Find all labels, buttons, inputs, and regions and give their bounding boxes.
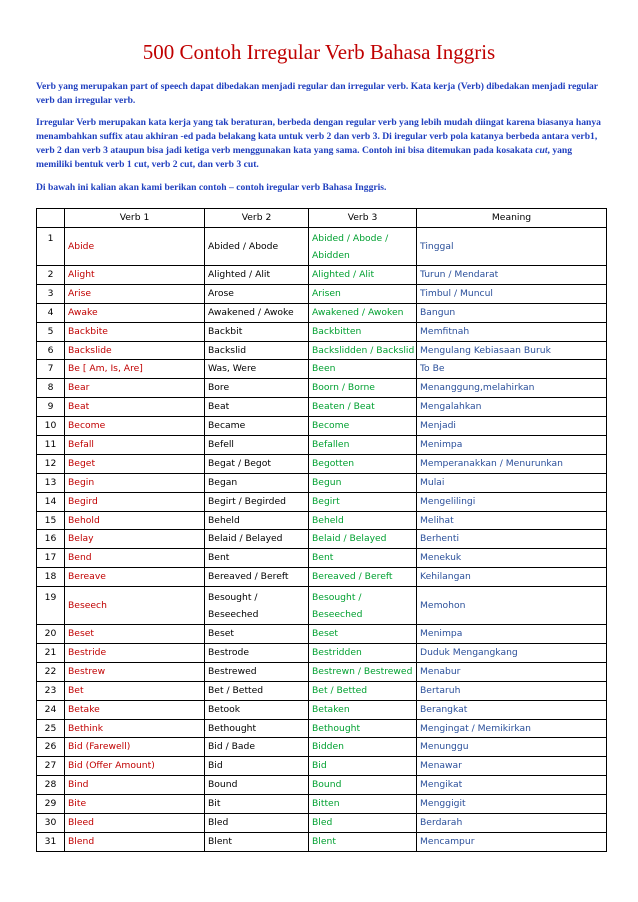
verb-1-cell: Beseech [65,587,205,625]
verb-1-cell: Backbite [65,322,205,341]
table-row [37,795,607,814]
verb-1-cell: Bid (Offer Amount) [65,757,205,776]
meaning-cell: Tinggal [417,228,607,266]
verb-3-cell: Bereaved / Bereft [309,568,417,587]
row-number: 24 [37,700,65,719]
meaning-cell: Menawar [417,757,607,776]
verb-1-cell: Bethink [65,719,205,738]
verb-2-cell: Belaid / Belayed [205,530,309,549]
verb-1-cell: Belay [65,530,205,549]
verb-2-cell: Bore [205,379,309,398]
row-number: 22 [37,662,65,681]
row-number: 3 [37,284,65,303]
meaning-cell: Mengelilingi [417,492,607,511]
meaning-cell: Turun / Mendarat [417,266,607,285]
verb-2-cell: Begat / Begot [205,454,309,473]
meaning-cell: Menunggu [417,738,607,757]
verb-1-cell: Be [ Am, Is, Are] [65,360,205,379]
verb-1-cell: Bid (Farewell) [65,738,205,757]
meaning-cell: Memfitnah [417,322,607,341]
table-row [37,473,607,492]
table-row [37,417,607,436]
meaning-cell: Berdarah [417,814,607,833]
intro-paragraph-3: Di bawah ini kalian akan kami berikan contoh – contoh iregular verb Bahasa Inggris. [36,182,387,193]
verb-1-cell: Behold [65,511,205,530]
verb-2-cell: Bid / Bade [205,738,309,757]
verb-2-cell: Bestrode [205,644,309,663]
verb-1-cell: Become [65,417,205,436]
meaning-cell: Bangun [417,303,607,322]
verb-1-cell: Awake [65,303,205,322]
table-row [37,266,607,285]
verb-3-cell: Alighted / Alit [309,266,417,285]
table-row [37,228,607,266]
meaning-cell: Mencampur [417,832,607,851]
verb-3-cell: Awakened / Awoken [309,303,417,322]
meaning-cell: Menjadi [417,417,607,436]
table-row [37,379,607,398]
table-row [37,719,607,738]
header-verb-1: Verb 1 [65,209,205,228]
verb-1-cell: Arise [65,284,205,303]
verb-3-cell: Befallen [309,436,417,455]
verb-3-cell: Beset [309,625,417,644]
row-number: 17 [37,549,65,568]
verb-2-cell: Bestrewed [205,662,309,681]
irregular-verb-table [36,208,607,852]
meaning-cell: Timbul / Muncul [417,284,607,303]
verb-3-cell: Bitten [309,795,417,814]
verb-3-cell: Besought / Beseeched [309,587,417,625]
row-number: 18 [37,568,65,587]
verb-1-cell: Bestride [65,644,205,663]
verb-3-cell: Bound [309,776,417,795]
row-number: 10 [37,417,65,436]
table-row [37,549,607,568]
table-body [37,228,607,852]
verb-2-cell: Bled [205,814,309,833]
verb-1-cell: Beat [65,398,205,417]
row-number: 15 [37,511,65,530]
verb-1-cell: Begird [65,492,205,511]
header-verb-3: Verb 3 [309,209,417,228]
row-number: 25 [37,719,65,738]
row-number: 12 [37,454,65,473]
meaning-cell: Melihat [417,511,607,530]
table-row [37,436,607,455]
table-row [37,814,607,833]
verb-2-cell: Bid [205,757,309,776]
table-row [37,738,607,757]
row-number: 13 [37,473,65,492]
row-number: 31 [37,832,65,851]
table-row [37,832,607,851]
verb-1-cell: Bind [65,776,205,795]
verb-3-cell: Become [309,417,417,436]
row-number: 9 [37,398,65,417]
table-row [37,454,607,473]
verb-3-cell: Begun [309,473,417,492]
table-row [37,511,607,530]
verb-2-cell: Bethought [205,719,309,738]
row-number: 16 [37,530,65,549]
verb-1-cell: Bear [65,379,205,398]
verb-2-cell: Backbit [205,322,309,341]
verb-1-cell: Begin [65,473,205,492]
verb-3-cell: Arisen [309,284,417,303]
intro-paragraph-2-text-a: Irregular Verb merupakan kata kerja yang tak beraturan, berbeda dengan regular verb yang lebih mudah diingat karena biasanya hanya menambahkan suffix atau akhiran -ed pada belakang kata untuk verb 2 dan verb 3. Di iregular verb pola katanya berbeda antara verb1, verb 2 dan verb 3 ataupun bisa jadi ketiga verb menggunakan kata yang sama. Contoh ini bisa ditemukan pada kosakata [36,117,601,156]
row-number: 21 [37,644,65,663]
verb-2-cell: Beat [205,398,309,417]
verb-2-cell: Abided / Abode [205,228,309,266]
row-number: 26 [37,738,65,757]
document-title: 500 Contoh Irregular Verb Bahasa Inggris [142,40,496,64]
verb-2-cell: Befell [205,436,309,455]
row-number: 5 [37,322,65,341]
verb-3-cell: Begirt [309,492,417,511]
table-row [37,303,607,322]
row-number: 2 [37,266,65,285]
verb-3-cell: Bidden [309,738,417,757]
verb-2-cell: Bet / Betted [205,681,309,700]
verb-1-cell: Bereave [65,568,205,587]
row-number: 23 [37,681,65,700]
table-header-row [37,209,607,228]
meaning-cell: Mengikat [417,776,607,795]
row-number: 4 [37,303,65,322]
meaning-cell: Berhenti [417,530,607,549]
verb-1-cell: Beset [65,625,205,644]
verb-1-cell: Abide [65,228,205,266]
row-number: 8 [37,379,65,398]
meaning-cell: To Be [417,360,607,379]
header-verb-2: Verb 2 [205,209,309,228]
meaning-cell: Menimpa [417,436,607,455]
verb-1-cell: Befall [65,436,205,455]
verb-3-cell: Bent [309,549,417,568]
verb-2-cell: Backslid [205,341,309,360]
verb-3-cell: Backbitten [309,322,417,341]
meaning-cell: Mengalahkan [417,398,607,417]
table-row [37,492,607,511]
verb-3-cell: Been [309,360,417,379]
table-row [37,587,607,625]
verb-3-cell: Betaken [309,700,417,719]
table-row [37,776,607,795]
meaning-cell: Menabur [417,662,607,681]
row-number: 27 [37,757,65,776]
meaning-cell: Mulai [417,473,607,492]
row-number: 14 [37,492,65,511]
verb-3-cell: Bestridden [309,644,417,663]
verb-2-cell: Bent [205,549,309,568]
row-number: 7 [37,360,65,379]
verb-2-cell: Begirt / Begirded [205,492,309,511]
verb-3-cell: Blent [309,832,417,851]
verb-2-cell: Betook [205,700,309,719]
verb-3-cell: Bestrewn / Bestrewed [309,662,417,681]
verb-3-cell: Bet / Betted [309,681,417,700]
header-number [37,209,65,228]
intro-paragraph-2-emphasis: cut [535,145,548,156]
row-number: 20 [37,625,65,644]
verb-3-cell: Begotten [309,454,417,473]
meaning-cell: Memohon [417,587,607,625]
verb-3-cell: Abided / Abode / Abidden [309,228,417,266]
meaning-cell: Kehilangan [417,568,607,587]
verb-3-cell: Backslidden / Backslid [309,341,417,360]
verb-2-cell: Bereaved / Bereft [205,568,309,587]
verb-3-cell: Beaten / Beat [309,398,417,417]
meaning-cell: Menanggung,melahirkan [417,379,607,398]
verb-2-cell: Was, Were [205,360,309,379]
verb-2-cell: Beset [205,625,309,644]
table-row [37,322,607,341]
row-number: 19 [37,587,65,625]
meaning-cell: Menggigit [417,795,607,814]
verb-2-cell: Besought / Beseeched [205,587,309,625]
verb-3-cell: Beheld [309,511,417,530]
verb-1-cell: Bite [65,795,205,814]
intro-paragraph-2-text-b: , yang memiliki bentuk verb 1 cut, verb 2 cut, dan verb 3 cut. [36,145,573,170]
table-row [37,284,607,303]
verb-1-cell: Blend [65,832,205,851]
meaning-cell: Berangkat [417,700,607,719]
verb-1-cell: Alight [65,266,205,285]
table-row [37,398,607,417]
verb-3-cell: Boorn / Borne [309,379,417,398]
verb-2-cell: Arose [205,284,309,303]
verb-2-cell: Awakened / Awoke [205,303,309,322]
verb-3-cell: Bethought [309,719,417,738]
table-row [37,681,607,700]
verb-2-cell: Blent [205,832,309,851]
meaning-cell: Duduk Mengangkang [417,644,607,663]
table-row [37,625,607,644]
verb-1-cell: Betake [65,700,205,719]
verb-1-cell: Bet [65,681,205,700]
meaning-cell: Menimpa [417,625,607,644]
verb-3-cell: Bid [309,757,417,776]
verb-1-cell: Bleed [65,814,205,833]
verb-1-cell: Beget [65,454,205,473]
table-row [37,757,607,776]
intro-paragraph-2 [36,116,606,172]
meaning-cell: Mengulang Kebiasaan Buruk [417,341,607,360]
verb-2-cell: Began [205,473,309,492]
table-row [37,530,607,549]
header-meaning: Meaning [417,209,607,228]
table-row [37,341,607,360]
verb-3-cell: Belaid / Belayed [309,530,417,549]
row-number: 1 [37,228,65,266]
verb-1-cell: Bend [65,549,205,568]
intro-paragraph-1: Verb yang merupakan part of speech dapat dibedakan menjadi regular dan irregular verb. Kata kerja (Verb) dibedakan menjadi regular verb dan irregular verb. [36,81,598,106]
table-row [37,360,607,379]
verb-2-cell: Bound [205,776,309,795]
row-number: 30 [37,814,65,833]
row-number: 28 [37,776,65,795]
verb-2-cell: Beheld [205,511,309,530]
verb-1-cell: Backslide [65,341,205,360]
verb-2-cell: Bit [205,795,309,814]
row-number: 11 [37,436,65,455]
meaning-cell: Menekuk [417,549,607,568]
verb-2-cell: Became [205,417,309,436]
table-row [37,700,607,719]
verb-3-cell: Bled [309,814,417,833]
verb-2-cell: Alighted / Alit [205,266,309,285]
verb-1-cell: Bestrew [65,662,205,681]
row-number: 6 [37,341,65,360]
table-row [37,568,607,587]
meaning-cell: Memperanakkan / Menurunkan [417,454,607,473]
table-row [37,644,607,663]
table-row [37,662,607,681]
meaning-cell: Mengingat / Memikirkan [417,719,607,738]
row-number: 29 [37,795,65,814]
meaning-cell: Bertaruh [417,681,607,700]
